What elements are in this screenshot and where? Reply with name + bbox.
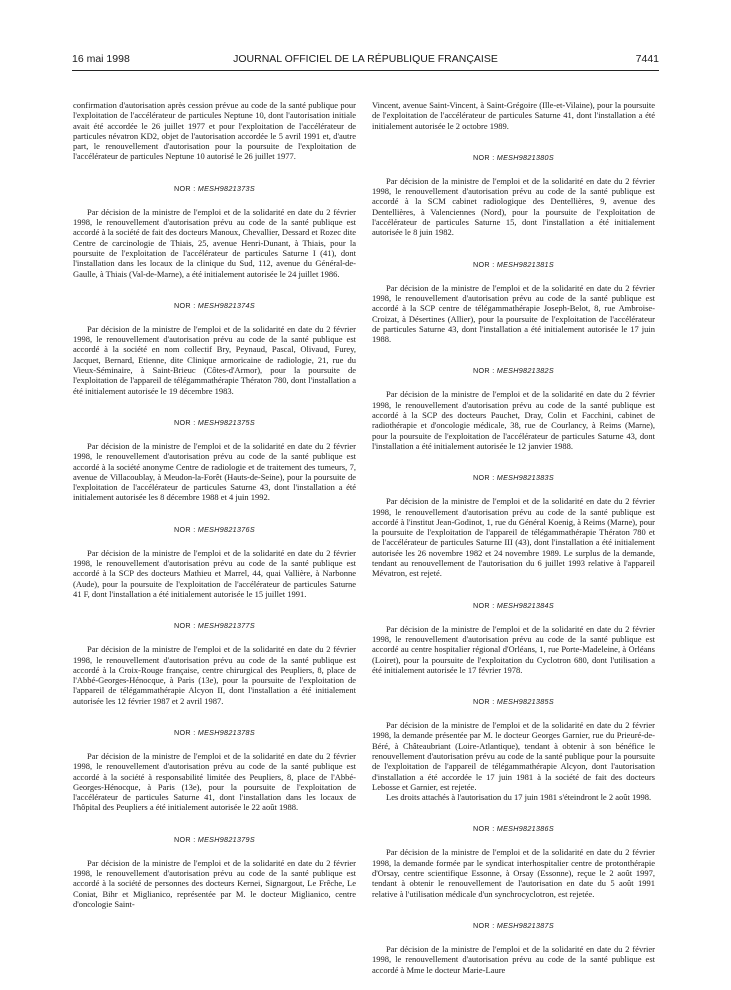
- nor-reference: NOR : MESH9821375S: [174, 417, 255, 427]
- decision-paragraph: Les droits attachés à l'autorisation du 17 juin 1981 s'éteindront le 2 août 1998.: [386, 792, 652, 803]
- nor-reference: NOR : MESH9821381S: [473, 259, 554, 269]
- decision-paragraph: Par décision de la ministre de l'emploi et de la solidarité en date du 2 février 1998, la demande formée par le syndicat interhospitalier centre de protonthérapie d'Orsay, centre scientifique Essonne, à Orsay (Essonne), reçue le 2 août 1997, tendant à obtenir le renouvellement de l'autorisation en date du 5 août 1991 relative à l'utilisation médicale d'un synchrocyclotron, est rejetée.: [372, 847, 655, 899]
- nor-code: MESH9821385S: [496, 697, 554, 707]
- nor-reference: NOR : MESH9821377S: [174, 621, 255, 631]
- decision-paragraph: Par décision de la ministre de l'emploi et de la solidarité en date du 2 février 1998, le renouvellement d'autorisation prévu au code de la santé publique est accordé à la société anonyme Centre de radiologie et de traitement des tumeurs, 7, avenue de Villacoublay, à Meudon-la-Forêt (Hauts-de-Seine), pour la poursuite de l'exploitation de l'accélérateur de particules Saturne 43, dont l'installation a été initialement autorisée les 8 décembre 1988 et 4 juin 1992.: [73, 440, 356, 503]
- decision-paragraph: Par décision de la ministre de l'emploi et de la solidarité en date du 2 février 1998, le renouvellement d'autorisation prévu au code de la santé publique est accordé à la SCP des docteurs Pauchet, Dray, Colin et Facchini, cabinet de radiothérapie et d'oncologie médicale, 38, rue de Courlancy, à Reims (Marne), pour la poursuite de l'exploitation de l'accélérateur de particules Saturne 43, dont l'installation a été initialement autorisée le 12 janvier 1988.: [372, 389, 655, 451]
- nor-reference: NOR : MESH9821386S: [473, 824, 554, 834]
- nor-code: MESH9821381S: [496, 259, 554, 269]
- decision-paragraph: Par décision de la ministre de l'emploi et de la solidarité en date du 2 février 1998, le renouvellement d'autorisation prévu au code de la santé publique est accordé à la société de personnes des docteurs Kernei, Signargout, Le Frêche, Le Coniat, Bihr et Miglianico, représentée par M. le docteur Miglianico, centre d'oncologie Saint-: [73, 857, 356, 909]
- nor-code: MESH9821376S: [197, 524, 255, 534]
- nor-reference: NOR : MESH9821380S: [473, 152, 554, 162]
- nor-code: MESH9821387S: [496, 920, 554, 930]
- decision-block: [73, 644, 356, 706]
- decision-paragraph: Par décision de la ministre de l'emploi et de la solidarité en date du 2 février 1998, le renouvellement d'autorisation prévu au code de la santé publique est accordé à l'institut Jean-Godinot, 1, rue du Général Koenig, à Reims (Marne), pour la poursuite de l'exploitation de l'appareil de télégammathérapie Thératon 780 et de l'accélérateur de particules Saturne III (43), dont l'installation a été initialement autorisée les 26 novembre 1982 et 24 novembre 1989. Le surplus de la demande, tendant au renouvellement de l'autorisation du 6 juillet 1993 relative à l'appareil Mévatron, est rejeté.: [372, 496, 655, 579]
- decision-paragraph: Par décision de la ministre de l'emploi et de la solidarité en date du 2 février 1998, le renouvellement d'autorisation prévu au code de la santé publique est accordé à la SCP des docteurs Mathieu et Marrel, 44, quai Vallière, à Narbonne (Aude), pour la poursuite de l'exploitation de l'accélérateur de particules Saturne 41 F, dont l'installation a été initialement autorisée le 15 juillet 1991.: [73, 547, 356, 599]
- header-journal-title: JOURNAL OFFICIEL DE LA RÉPUBLIQUE FRANÇAISE: [233, 53, 498, 65]
- nor-reference: NOR : MESH9821382S: [473, 366, 554, 376]
- decision-paragraph: confirmation d'autorisation après cession prévue au code de la santé publique pour l'exploitation de l'accélérateur de particules Neptune 10, dont l'autorisation initiale avait été accordée le 26 juillet 1977 et pour l'exploitation de l'accélérateur de particules névatron KD2, objet de l'autorisation accordée le 5 avril 1991 et, d'autre part, le renouvellement d'autorisation pour la poursuite de l'exploitation de l'accélérateur de particules Neptune 10 autorisé le 26 juillet 1977.: [73, 100, 356, 162]
- page-header: [72, 52, 659, 71]
- decision-paragraph: Vincent, avenue Saint-Vincent, à Saint-Grégoire (Ille-et-Vilaine), pour la poursuite de l'exploitation de l'accélérateur de particules Saturne 41, dont l'installation a été initialement autorisée le 2 octobre 1989.: [372, 100, 655, 131]
- nor-code: MESH9821375S: [197, 417, 255, 427]
- decision-block: [372, 389, 655, 451]
- decision-paragraph: Par décision de la ministre de l'emploi et de la solidarité en date du 2 février 1998, le renouvellement d'autorisation prévu au code de la santé publique est accordé à la SCM cabinet radiologique des Dentellières, 9, avenue des Dentellières, à Valenciennes (Nord), pour la poursuite de l'exploitation de l'accélérateur de particules Saturne 15, dont l'installation a été initialement autorisée le 8 juin 1982.: [372, 175, 655, 238]
- decision-paragraph: Par décision de la ministre de l'emploi et de la solidarité en date du 2 février 1998, le renouvellement d'autorisation prévu au code de la santé publique est accordé à Mme le docteur Marie-Laure: [372, 943, 655, 975]
- decision-block: [73, 441, 356, 503]
- decision-block: [372, 176, 655, 238]
- decision-block: [73, 751, 356, 813]
- nor-code: MESH9821380S: [496, 152, 554, 162]
- nor-code: MESH9821373S: [197, 183, 255, 193]
- decision-paragraph: Par décision de la ministre de l'emploi et de la solidarité en date du 2 février 1998, le renouvellement d'autorisation prévu au code de la santé publique est accordé à la société de fait des docteurs Manoux, Chevallier, Dessard et Rozec dite Centre de carcinologie de Thiais, 25, avenue Henri-Dunant, à Thiais, pour la poursuite de l'exploitation de l'accélérateur de particules Saturne I (41), dont l'installation dans les locaux de la clinique du Sud, 112, avenue du Général-de-Gaulle, à Thiais (Val-de-Marne), a été initialement autorisée le 24 juillet 1986.: [73, 206, 356, 279]
- nor-code: MESH9821379S: [197, 834, 255, 844]
- nor-code: MESH9821382S: [496, 366, 554, 376]
- nor-code: MESH9821374S: [197, 300, 255, 310]
- decision-block: [73, 100, 356, 162]
- nor-reference: NOR : MESH9821384S: [473, 600, 554, 610]
- decision-block: [372, 720, 655, 802]
- decision-block: [372, 496, 655, 578]
- decision-block: [73, 324, 356, 396]
- decision-paragraph: Par décision de la ministre de l'emploi et de la solidarité en date du 2 février 1998, le renouvellement d'autorisation prévu au code de la santé publique est accordé au centre hospitalier régional d'Orléans, 1, rue Porte-Madeleine, à Orléans (Loiret), pour la poursuite de l'exploitation du Cyclotron 680, dont l'utilisation a été initialement autorisée le 17 février 1978.: [372, 623, 655, 675]
- decision-paragraph: Par décision de la ministre de l'emploi et de la solidarité en date du 2 février 1998, le renouvellement d'autorisation prévu au code de la santé publique est accordé à la société à responsabilité limitée des Peupliers, 8, place de l'Abbé-Georges-Hénocque, à Paris (13e), pour la poursuite de l'exploitation de l'accélérateur de particules Saturne 41, dont l'installation dans les locaux de l'hôpital des Peupliers a été initialement autorisée le 22 août 1988.: [73, 750, 356, 813]
- nor-reference: NOR : MESH9821376S: [174, 524, 255, 534]
- nor-reference: NOR : MESH9821379S: [174, 834, 255, 844]
- nor-reference: NOR : MESH9821373S: [174, 183, 255, 193]
- nor-code: MESH9821383S: [496, 473, 554, 483]
- decision-paragraph: Par décision de la ministre de l'emploi et de la solidarité en date du 2 février 1998, le renouvellement d'autorisation prévu au code de la santé publique est accordé à la SCP centre de télégammathérapie Joseph-Belot, 8, rue Ambroise-Croizat, à Désertines (Allier), pour la poursuite de l'exploitation de l'accélérateur de particules Saturne 43, dont l'installation a été initialement autorisée le 17 juin 1988.: [372, 282, 655, 345]
- nor-reference: NOR : MESH9821378S: [174, 727, 255, 737]
- decision-block: [372, 847, 655, 898]
- decision-paragraph: Par décision de la ministre de l'emploi et de la solidarité en date du 2 février 1998, la demande présentée par M. le docteur Georges Garnier, rue du Prieuré-de-Béré, à Châteaubriant (Loire-Atlantique), tendant à obtenir à son bénéfice le renouvellement d'autorisation prévu au code de la santé publique pour la poursuite de l'exploitation de l'appareil de télégammathérapie Alcyon, dont l'autorisation d'installation a été accordée le 17 juin 1981 à la société de fait des docteurs Lebosse et Garnier, est rejetée.: [372, 720, 655, 792]
- nor-code: MESH9821378S: [197, 727, 255, 737]
- header-date: 16 mai 1998: [72, 53, 130, 65]
- nor-reference: NOR : MESH9821374S: [174, 300, 255, 310]
- decision-block: [73, 207, 356, 279]
- header-page-number: 7441: [635, 53, 659, 65]
- decision-block: [372, 944, 655, 975]
- decision-block: [73, 548, 356, 599]
- right-column: [372, 100, 655, 975]
- nor-code: MESH9821377S: [197, 621, 255, 631]
- decision-block: [73, 858, 356, 909]
- left-column: [73, 100, 356, 960]
- decision-block: [372, 624, 655, 675]
- nor-reference: NOR : MESH9821383S: [473, 473, 554, 483]
- nor-reference: NOR : MESH9821387S: [473, 920, 554, 930]
- decision-block: [372, 283, 655, 345]
- decision-paragraph: Par décision de la ministre de l'emploi et de la solidarité en date du 2 février 1998, le renouvellement d'autorisation prévu au code de la santé publique est accordé à la société en nom collectif Bry, Peynaud, Pascal, Olivaud, Furey, Jacquet, Bernard, Etienne, dite Clinique armoricaine de radiologie, 21, rue du Vieux-Séminaire, à Saint-Brieuc (Côtes-d'Armor), pour la poursuite de l'exploitation de l'appareil de télégammathérapie Thératon 780, dont l'installation a été initialement autorisée le 19 décembre 1983.: [73, 323, 356, 396]
- nor-code: MESH9821384S: [496, 600, 554, 610]
- decision-paragraph: Par décision de la ministre de l'emploi et de la solidarité en date du 2 février 1998, le renouvellement d'autorisation prévu au code de la santé publique est accordé à la Croix-Rouge française, centre chirurgical des Peupliers, 8, place de l'Abbé-Georges-Hénocque, à Paris (13e), pour la poursuite de l'exploitation de l'appareil de télégammathérapie Alcyon II, dont l'installation a été initialement autorisée les 12 février 1987 et 2 avril 1987.: [73, 644, 356, 706]
- nor-reference: NOR : MESH9821385S: [473, 697, 554, 707]
- nor-code: MESH9821386S: [496, 824, 554, 834]
- decision-block: [372, 100, 655, 131]
